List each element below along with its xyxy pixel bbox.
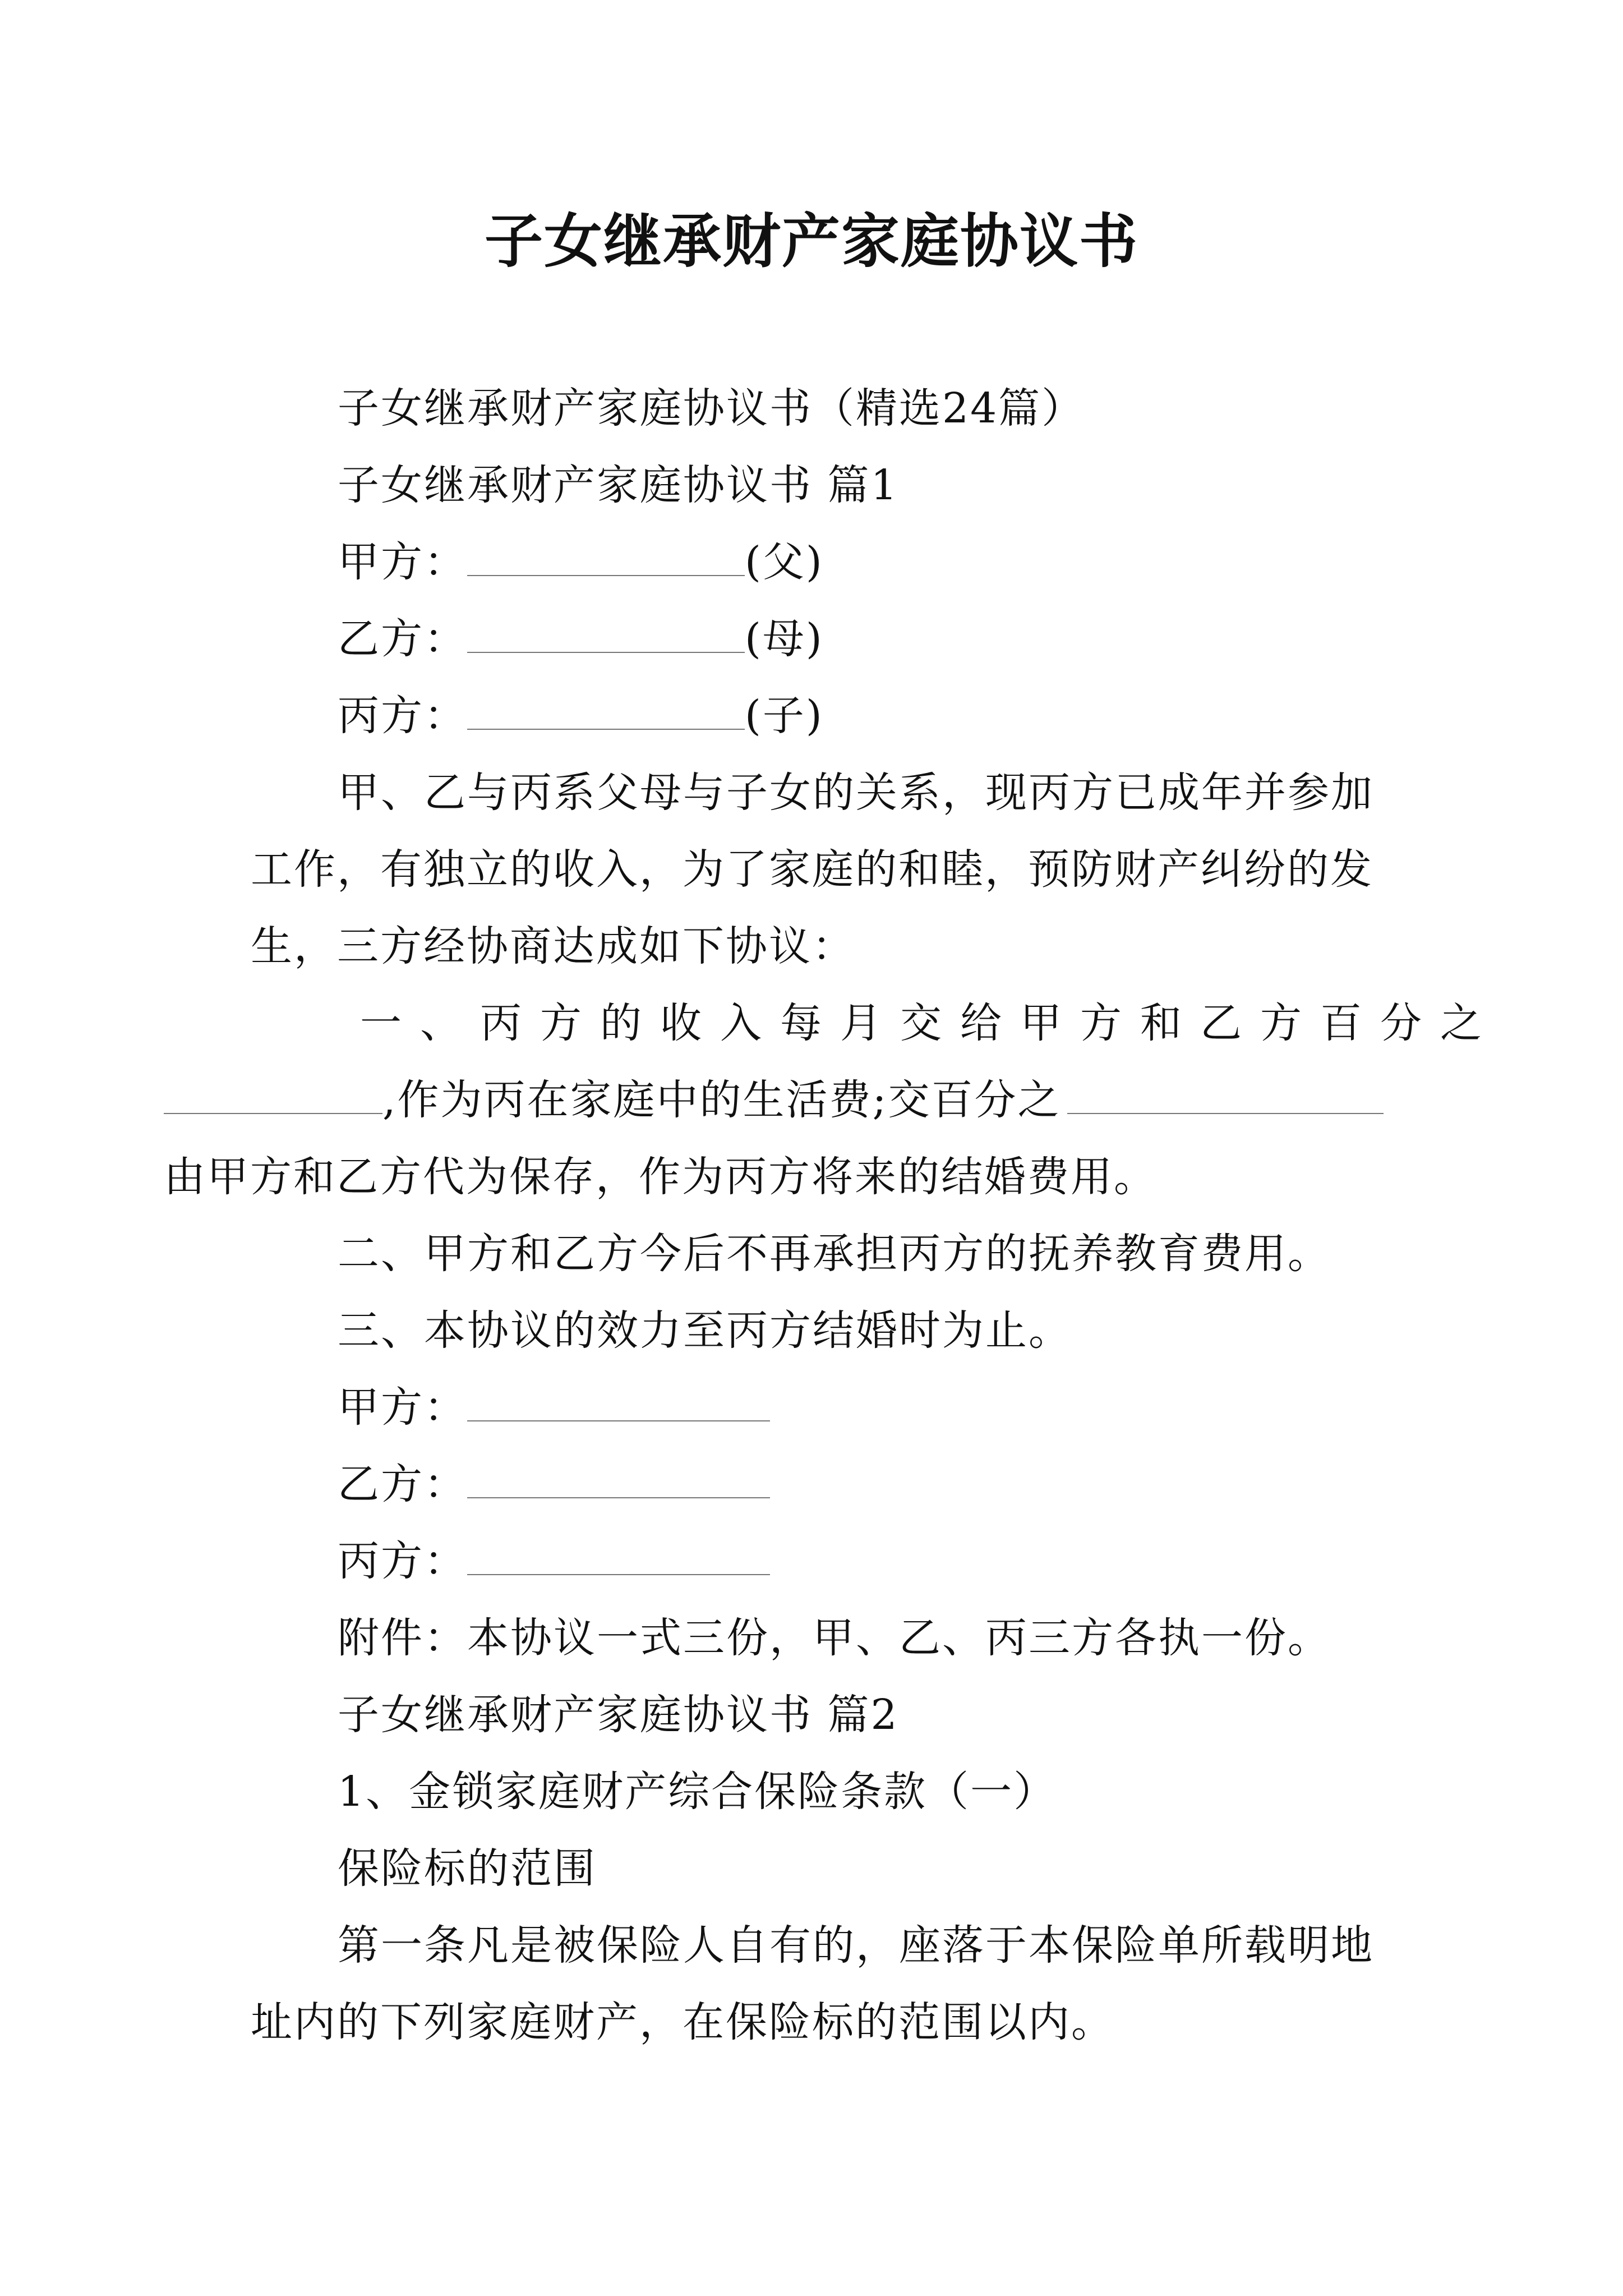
sign-a-line [251,1369,1384,1446]
clause-1-line-3: 由甲方和乙方代为保存，作为丙方将来的结婚费用。 [164,1153,1157,1201]
party-b-role: (母) [745,615,824,663]
intro-line-2: 工作，有独立的收入，为了家庭的和睦，预防财产纠纷的发 [251,845,1373,894]
section-heading-1: 子女继承财产家庭协议书 篇1 [338,461,899,509]
sign-c-line [251,1523,1384,1600]
sign-a-label: 甲方： [338,1383,467,1432]
clause-1-blank-2 [1067,1080,1384,1114]
party-c-role: (子) [745,692,824,740]
article-1-line-1: 第一条凡是被保险人自有的，座落于本保险单所载明地 [338,1921,1374,1970]
intro-line-3: 生，三方经协商达成如下协议： [251,922,855,970]
party-a-label: 甲方： [338,538,467,586]
clause-1-line-2 [164,1062,1384,1139]
party-a-line [251,524,1384,601]
party-b-blank [467,619,745,653]
document-title: 子女继承财产家庭协议书 [484,206,1138,275]
sign-c-label: 丙方： [338,1537,467,1585]
party-b-line [251,601,1384,678]
clause-1-line-1: 一、丙方的收入每月交给甲方和乙方百分之 [360,999,1500,1047]
sign-b-label: 乙方： [338,1460,467,1508]
clause-1-mid-text: ,作为丙在家庭中的生活费;交百分之 [382,1076,1061,1124]
party-c-line [251,678,1384,754]
sign-b-blank [467,1465,770,1498]
party-c-label: 丙方： [338,692,467,740]
document-body [164,370,1500,2061]
clause-1 [164,985,1500,1216]
sign-b-line [251,1446,1384,1523]
party-a-blank [467,542,745,576]
sign-a-blank [467,1388,770,1421]
subtitle: 子女继承财产家庭协议书（精选24篇） [338,384,1085,432]
clause-2: 二、甲方和乙方今后不再承担丙方的抚养教育费用。 [338,1230,1331,1278]
intro-paragraph [164,754,1384,985]
article-1-line-2: 址内的下列家庭财产，在保险标的范围以内。 [251,1998,1114,2046]
insurance-title: 1、金锁家庭财产综合保险条款（一） [338,1768,1057,1816]
insurance-scope: 保险标的范围 [338,1844,597,1893]
intro-line-1: 甲、乙与丙系父母与子女的关系，现丙方已成年并参加 [338,769,1374,817]
sign-c-blank [467,1542,770,1575]
attachment-note: 附件：本协议一式三份，甲、乙、丙三方各执一份。 [338,1614,1331,1662]
party-a-role: (父) [745,538,824,586]
clause-1-blank-1 [164,1080,382,1114]
party-c-blank [467,696,745,730]
party-b-label: 乙方： [338,615,467,663]
section-heading-2: 子女继承财产家庭协议书 篇2 [338,1691,899,1739]
article-1 [164,1907,1384,2061]
clause-3: 三、本协议的效力至丙方结婚时为止。 [338,1306,1072,1355]
